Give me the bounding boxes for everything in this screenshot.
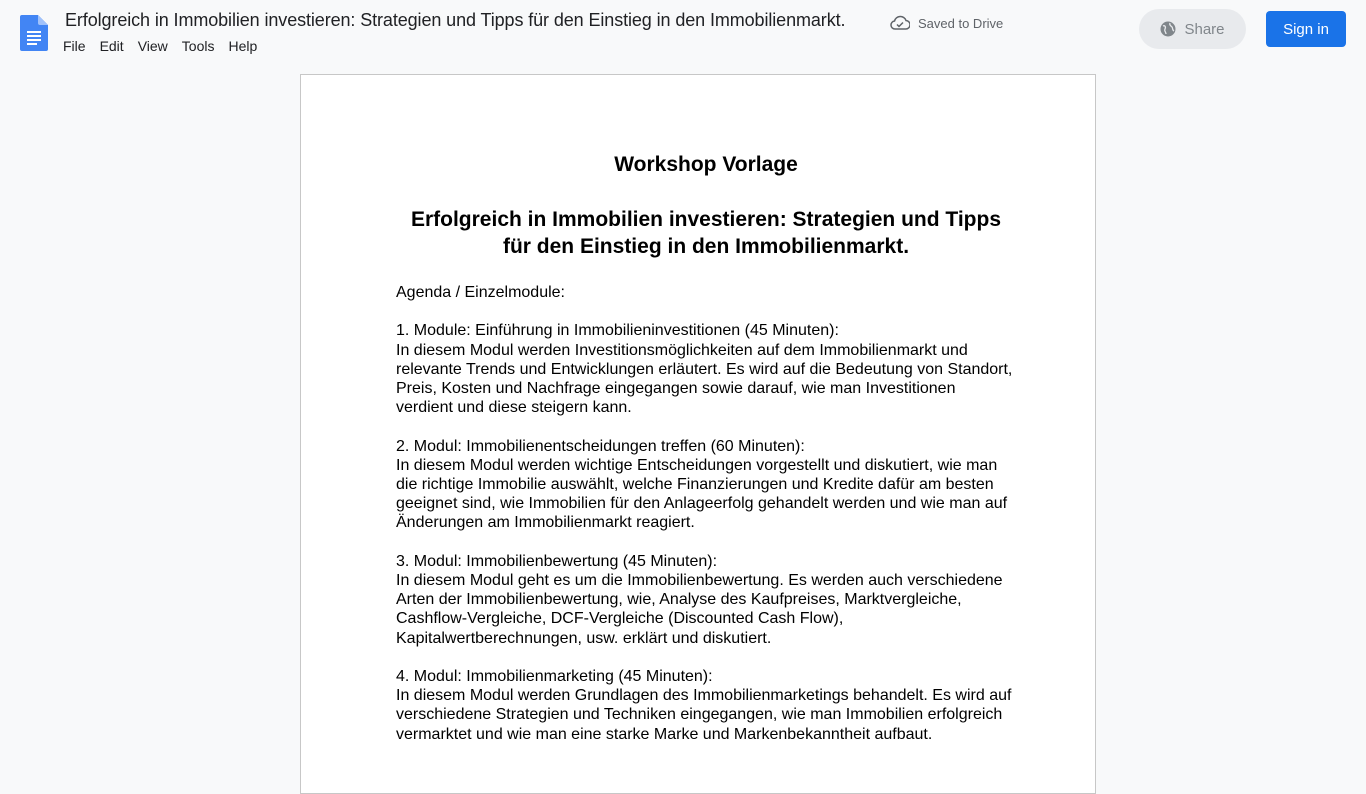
module-body: In diesem Modul werden wichtige Entscheidungen vorgestellt und diskutiert, wie man die richtige Immobilie auswählt, welche Finanzierungen und Kredite dafür am besten geeignet sind, wie Immobilien für den Anlageerfolg gehandelt werden und wie man auf Änderungen am Immobilienmarkt reagiert.: [396, 456, 1008, 532]
module-body: In diesem Modul werden Investitionsmöglichkeiten auf dem Immobilienmarkt und relevante Trends und Entwicklungen erläutert. Es wird auf die Bedeutung von Standort, Preis, Kosten und Nachfrage eingegangen sowie darauf, wie man Investitionen verdient und diese steigern kann.: [396, 341, 1013, 417]
share-label: Share: [1184, 20, 1225, 38]
menu-tools[interactable]: Tools: [181, 38, 215, 54]
module-heading: 1. Module: Einführung in Immobilieninvestitionen (45 Minuten):: [396, 322, 839, 340]
document-subtitle: Erfolgreich in Immobilien investieren: Strategien und Tipps für den Einstieg in den Immobilienmarkt.: [410, 208, 1002, 258]
module-heading: 2. Modul: Immobilienentscheidungen treffen (60 Minuten):: [396, 437, 805, 455]
save-status-label: Saved to Drive: [918, 15, 1004, 31]
module-body: In diesem Modul werden Grundlagen des Immobilienmarketings behandelt. Es wird auf verschiedene Strategien und Techniken eingegangen, wie man Immobilien erfolgreich vermarktet und wie man eine starke Marke und Markenbekanntheit aufbaut.: [396, 687, 1012, 743]
share-button[interactable]: [1139, 9, 1246, 49]
menu-bar: [56, 36, 264, 58]
menu-file[interactable]: File: [63, 38, 86, 54]
document-page[interactable]: [300, 74, 1096, 794]
module-2: [396, 437, 1016, 533]
save-status[interactable]: [890, 14, 1003, 32]
top-bar: [0, 0, 1366, 64]
menu-view[interactable]: View: [137, 38, 168, 54]
document-title[interactable]: Erfolgreich in Immobilien investieren: Strategien und Tipps für den Einstieg in den Immobilienmarkt.: [65, 10, 846, 30]
module-3: [396, 552, 1016, 648]
menu-help[interactable]: Help: [228, 38, 258, 54]
sign-in-button[interactable]: Sign in: [1266, 11, 1346, 47]
module-1: [396, 321, 1016, 417]
module-heading: 4. Modul: Immobilienmarketing (45 Minuten):: [396, 668, 713, 685]
document-content: [396, 151, 1016, 744]
menu-edit[interactable]: Edit: [99, 38, 124, 54]
cloud-done-icon: [890, 15, 910, 31]
agenda-heading: Agenda / Einzelmodule:: [396, 284, 565, 301]
module-body: In diesem Modul geht es um die Immobilienbewertung. Es werden auch verschiedene Arten der Immobilienbewertung, wie, Analyse des Kaufpreises, Marktvergleiche, Cashflow-Vergleiche, DCF-Vergleiche (Discounted Cash Flow), Kapitalwertberechnungen, usw. erklärt und diskutiert.: [396, 572, 1003, 647]
document-heading: Workshop Vorlage: [614, 153, 798, 176]
globe-icon: [1160, 21, 1176, 37]
module-4: [396, 667, 1016, 744]
docs-logo-icon[interactable]: [20, 15, 48, 51]
module-heading: 3. Modul: Immobilienbewertung (45 Minuten):: [396, 552, 718, 570]
